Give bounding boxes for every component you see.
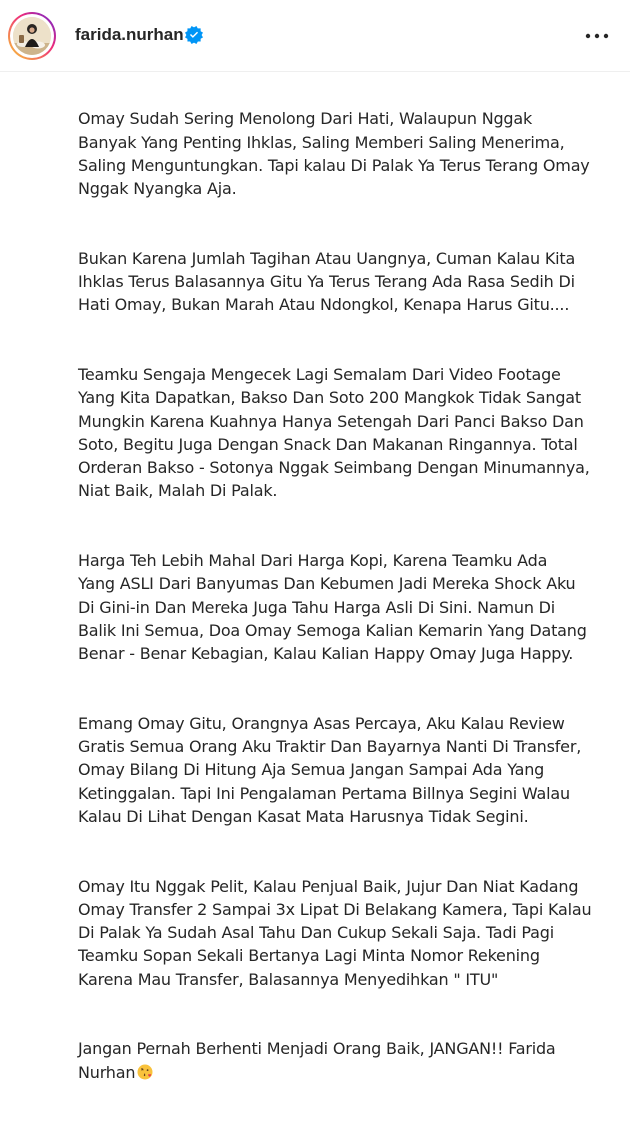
caption-closing: [78, 1037, 626, 1084]
caption-closing-text: Jangan Pernah Berhenti Menjadi Orang Baik, JANGAN!! Farida Nurhan: [78, 1039, 556, 1082]
caption-paragraph: Teamku Sengaja Mengecek Lagi Semalam Dari Video Footage Yang Kita Dapatkan, Bakso Dan Soto 200 Mangkok Tidak Sangat Mungkin Karena Kuahnya Hanya Setengah Dari Panci Bakso Dan Soto, Begitu Juga Dengan Snack Dan Makanan Ringannya. Total Orderan Bakso - Sotonya Nggak Seimbang Dengan Minumannya, Niat Baik, Malah Di Palak.: [78, 365, 590, 501]
caption-paragraph: Omay Sudah Sering Menolong Dari Hati, Walaupun Nggak Banyak Yang Penting Ihklas, Saling Memberi Saling Menerima, Saling Menguntungkan. Tapi kalau Di Palak Ya Terus Terang Omay Nggak Nyangka Aja.: [78, 109, 590, 198]
post-header: [0, 0, 630, 72]
avatar-border: [10, 14, 54, 58]
caption-paragraph: Emang Omay Gitu, Orangnya Asas Percaya, Aku Kalau Review Gratis Semua Orang Aku Traktir Dan Bayarnya Nanti Di Transfer, Omay Bilang Di Hitung Aja Semua Jangan Sampai Ada Yang Ketinggalan. Tapi Ini Pengalaman Pertama Billnya Segini Walau Kalau Di Lihat Dengan Kasat Mata Harusnya Tidak Segini.: [78, 713, 582, 826]
avatar-photo-icon: [13, 17, 51, 55]
caption-paragraph: Harga Teh Lebih Mahal Dari Harga Kopi, Karena Teamku Ada Yang ASLI Dari Banyumas Dan Kebumen Jadi Mereka Shock Aku Di Gini-in Dan Mereka Juga Tahu Harga Asli Di Sini. Namun Di Balik Ini Semua, Doa Omay Semoga Kalian Kemarin Yang Datang Benar - Benar Kebagian, Kalau Kalian Happy Omay Juga Happy.: [78, 551, 587, 663]
username[interactable]: farida.nurhan: [75, 25, 184, 44]
more-options-icon[interactable]: [582, 24, 612, 48]
post-caption: [78, 84, 626, 1130]
caption-paragraph: Omay Itu Nggak Pelit, Kalau Penjual Baik, Jujur Dan Niat Kadang Omay Transfer 2 Sampai 3x Lipat Di Belakang Kamera, Tapi Kalau Di Palak Ya Sudah Asal Tahu Dan Cukup Sekali Saja. Tadi Pagi Teamku Sopan Sekali Bertanya Lagi Minta Nomor Rekening Karena Mau Transfer, Balasannya Menyedihkan " ITU": [78, 876, 592, 989]
verified-badge-icon: [185, 26, 203, 44]
caption-paragraph: Bukan Karena Jumlah Tagihan Atau Uangnya, Cuman Kalau Kita Ihklas Terus Balasannya Gitu Ya Terus Terang Ada Rasa Sedih Di Hati Omay, Bukan Marah Atau Ndongkol, Kenapa Harus Gitu....: [78, 248, 576, 315]
face-blowing-kiss-icon: [137, 1063, 153, 1079]
avatar[interactable]: [8, 12, 56, 60]
